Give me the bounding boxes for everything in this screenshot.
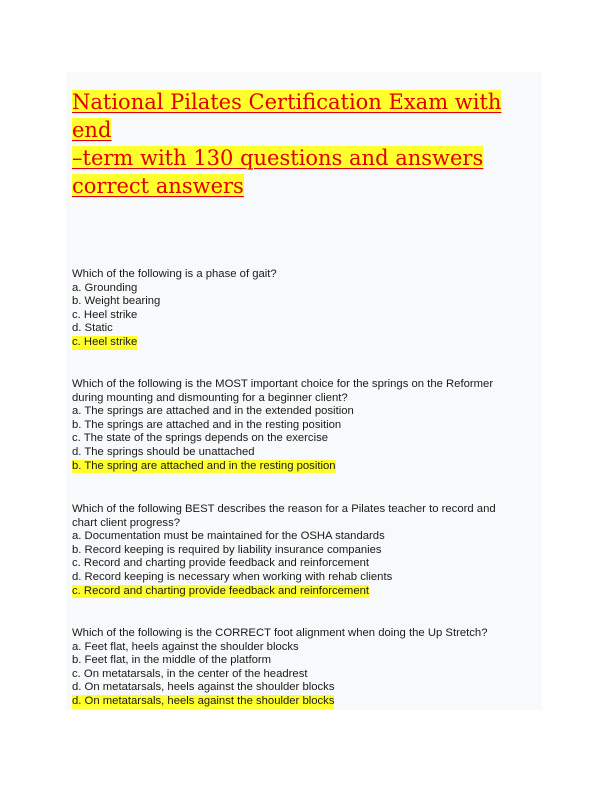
answer-option: a. The springs are attached and in the extended position [72, 405, 354, 418]
question-prompt: Which of the following is the MOST important choice for the springs on the Reformer [72, 378, 494, 390]
question-prompt: chart client progress? [72, 516, 180, 529]
answer-option: d. On metatarsals, heels against the shoulder blocks [72, 681, 335, 694]
correct-answer: c. Record and charting provide feedback and reinforcement [72, 584, 370, 597]
question-prompt: Which of the following is a phase of gait? [72, 268, 277, 280]
answer-option: d. The springs should be unattached [72, 445, 255, 458]
question-prompt: during mounting and dismounting for a beginner client? [72, 391, 348, 404]
answer-option: c. The state of the springs depends on the exercise [72, 432, 329, 445]
title-line-1: National Pilates Certification Exam with end [72, 90, 502, 142]
answer-option: d. Static [72, 322, 113, 335]
answer-option: b. Weight bearing [72, 295, 161, 308]
correct-answer: c. Heel strike [72, 335, 138, 348]
correct-answer: b. The spring are attached and in the resting position [72, 459, 336, 472]
title-line-3: correct answers [72, 174, 244, 198]
answer-option: b. Record keeping is required by liability insurance companies [72, 543, 382, 556]
answer-option: b. Feet flat, in the middle of the platform [72, 654, 272, 667]
answer-option: a. Documentation must be maintained for the OSHA standards [72, 530, 385, 543]
answer-option: c. Record and charting provide feedback and reinforcement [72, 557, 370, 570]
question-prompt: Which of the following is the CORRECT foot alignment when doing the Up Stretch? [72, 627, 488, 639]
question-block [72, 378, 534, 473]
answer-option: a. Grounding [72, 281, 138, 294]
question-block [72, 627, 534, 709]
correct-answer: d. On metatarsals, heels against the shoulder blocks [72, 694, 335, 707]
answer-option: c. Heel strike [72, 308, 138, 321]
document-title [72, 88, 534, 200]
question-prompt: Which of the following BEST describes the reason for a Pilates teacher to record and [72, 503, 496, 515]
answer-option: b. The springs are attached and in the resting position [72, 418, 342, 431]
question-block [72, 503, 534, 598]
title-highlight [72, 90, 501, 198]
answer-option: d. Record keeping is necessary when working with rehab clients [72, 570, 393, 583]
question-block [72, 268, 534, 350]
answer-option: a. Feet flat, heels against the shoulder blocks [72, 640, 299, 653]
title-line-2: –term with 130 questions and answers [72, 146, 484, 170]
answer-option: c. On metatarsals, in the center of the headrest [72, 667, 308, 680]
